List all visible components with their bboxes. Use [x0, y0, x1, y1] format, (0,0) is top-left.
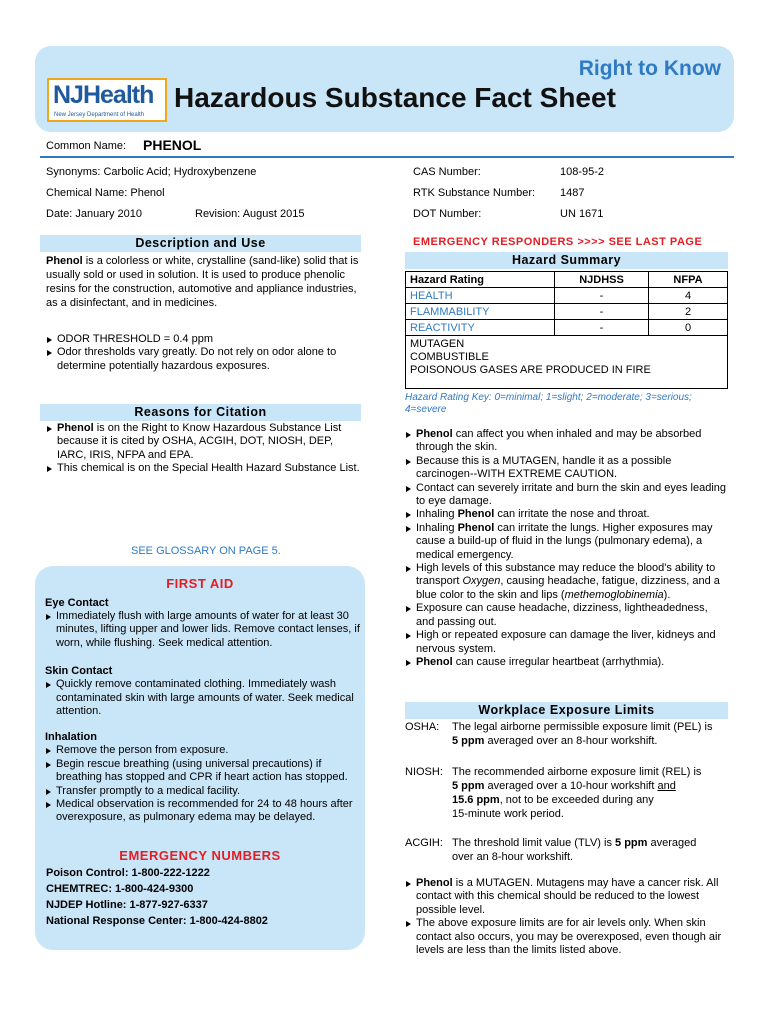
- nfpa-value: 0: [649, 320, 728, 336]
- njdhss-value: -: [555, 288, 649, 304]
- effect-item: [405, 656, 728, 669]
- hazard-summary-heading: Hazard Summary: [405, 252, 728, 269]
- niosh-and: and: [657, 780, 676, 792]
- hazard-rating-key: Hazard Rating Key: 0=minimal; 1=slight; 2=moderate; 3=serious; 4=severe: [405, 392, 692, 415]
- effect-item: [405, 428, 728, 455]
- citation-item: [46, 422, 364, 462]
- dot-label: DOT Number:: [413, 208, 482, 220]
- effect-text: Inhaling: [416, 521, 458, 534]
- limits-text: is a MUTAGEN. Mutagens may have a cancer risk. All contact with this chemical should be reduced to the lowest possible level.: [416, 877, 719, 916]
- health-effects-list: [405, 428, 728, 669]
- hazard-name: HEALTH: [406, 288, 555, 304]
- acgih-value: 5 ppm: [615, 837, 648, 849]
- synonyms: Synonyms: Carbolic Acid; Hydroxybenzene: [46, 166, 257, 178]
- dot-value: UN 1671: [560, 208, 604, 220]
- table-header-cell: NJDHSS: [555, 272, 649, 288]
- table-row: [406, 320, 728, 336]
- poison-control-number: Poison Control: 1-800-222-1222: [46, 867, 210, 879]
- effect-item: Because this is a MUTAGEN, handle it as a possible carcinogen--WITH EXTREME CAUTION.: [405, 455, 728, 482]
- acgih-line: over an 8-hour workshift.: [452, 851, 574, 863]
- exposure-limits-heading: Workplace Exposure Limits: [405, 702, 728, 719]
- page-title: Hazardous Substance Fact Sheet: [174, 82, 616, 113]
- limits-item: The above exposure limits are for air levels only. When skin contact also occurs, you may be overexposed, even though air levels are less than the limits listed above.: [405, 917, 728, 957]
- emergency-numbers-list: [46, 865, 268, 929]
- effect-item: High or repeated exposure can damage the liver, kidneys and nervous system.: [405, 629, 728, 656]
- inhalation-item: Medical observation is recommended for 24 to 48 hours after overexposure, as pulmonary edema may be delayed.: [45, 798, 363, 825]
- emergency-numbers-heading: [35, 848, 365, 863]
- effect-item: Contact can severely irritate and burn the skin and eyes leading to eye damage.: [405, 482, 728, 509]
- njdhss-value: -: [555, 304, 649, 320]
- glossary-link[interactable]: SEE GLOSSARY ON PAGE 5.: [131, 545, 281, 557]
- effect-text: can affect you when inhaled and may be absorbed through the skin.: [416, 428, 702, 454]
- niosh-line: The recommended airborne exposure limit (REL) is: [452, 766, 702, 778]
- first-aid-content: [45, 596, 363, 825]
- revision: Revision: August 2015: [195, 208, 305, 220]
- niosh-line: 15-minute work period.: [452, 808, 564, 820]
- description-body: is a colorless or white, crystalline (sand-like) solid that is usually sold or used in solution. It is used to produce phenolic resins for the construction, automotive and appliance industries, as a disinfectant, and in medicines.: [46, 255, 359, 309]
- osha-line: The legal airborne permissible exposure limit (PEL) is: [452, 721, 713, 733]
- acgih-text: [452, 836, 732, 864]
- rtk-label: RTK Substance Number:: [413, 187, 536, 199]
- niosh-text: [452, 765, 732, 821]
- phenol-bold: Phenol: [416, 428, 453, 440]
- phenol-bold: Phenol: [416, 655, 453, 668]
- table-header-row: [406, 272, 728, 288]
- effect-item: [405, 522, 728, 562]
- niosh-value: 5 ppm: [452, 780, 485, 792]
- table-header-cell: NFPA: [649, 272, 728, 288]
- effect-text: can cause irregular heartbeat (arrhythmia).: [452, 655, 665, 668]
- njdhss-value: -: [555, 320, 649, 336]
- citation-bullets: [46, 422, 364, 476]
- effect-text: , causing headache, fatigue, dizziness, and a blue color to the skin and lips (: [416, 575, 720, 601]
- logo-text: NJHealth: [53, 81, 154, 109]
- niosh-line-text: , not to be exceeded during any: [499, 794, 654, 806]
- hazard-note: COMBUSTIBLE: [410, 351, 489, 363]
- cas-value: 108-95-2: [560, 166, 605, 178]
- effect-italic: methemoglobinemia: [564, 588, 664, 601]
- hazard-rating-table: [405, 271, 728, 389]
- effect-item: Exposure can cause headache, dizziness, lightheadedness, and passing out.: [405, 602, 728, 629]
- inhalation-item: Transfer promptly to a medical facility.: [45, 785, 363, 798]
- chemtrec-number: CHEMTREC: 1-800-424-9300: [46, 883, 194, 895]
- table-row: [406, 304, 728, 320]
- right-to-know-label: Right to Know: [578, 57, 721, 80]
- hazard-name: FLAMMABILITY: [406, 304, 555, 320]
- niosh-line: [452, 793, 732, 807]
- rtk-value: 1487: [560, 187, 585, 199]
- description-heading: Description and Use: [40, 235, 361, 252]
- first-aid-heading: [35, 576, 365, 591]
- cas-label: CAS Number:: [413, 166, 481, 178]
- acgih-label: ACGIH:: [405, 837, 443, 849]
- acgih-line-text: averaged: [647, 837, 697, 849]
- phenol-bold: Phenol: [57, 422, 94, 434]
- hazard-notes: [406, 336, 728, 389]
- table-header-cell: Hazard Rating: [406, 272, 555, 288]
- effect-text: High levels of this substance may reduce the blood's ability to transport: [416, 562, 716, 588]
- table-row: [406, 288, 728, 304]
- effect-italic: Oxygen: [462, 575, 501, 588]
- logo-subtext: New Jersey Department of Health: [54, 112, 145, 118]
- osha-line: [452, 734, 732, 748]
- niosh-line: [452, 779, 732, 793]
- phenol-bold: Phenol: [46, 255, 83, 267]
- national-response-number: National Response Center: 1-800-424-8802: [46, 915, 268, 927]
- niosh-value: 15.6 ppm: [452, 794, 500, 806]
- table-notes-row: [406, 336, 728, 389]
- description-bullets: [46, 333, 364, 373]
- nj-health-logo: [47, 78, 167, 122]
- phenol-bold: Phenol: [457, 521, 495, 534]
- hazard-note: MUTAGEN: [410, 338, 465, 350]
- header-rule: [40, 156, 734, 158]
- njdep-hotline-number: NJDEP Hotline: 1-877-927-6337: [46, 899, 208, 911]
- chemical-name: Chemical Name: Phenol: [46, 187, 165, 199]
- citation-text: is on the Right to Know Hazardous Substance List because it is cited by OSHA, ACGIH, DOT, NIOSH, DEP, IARC, IRIS, NFPA and EPA.: [57, 422, 342, 461]
- inhalation-item: Begin rescue breathing (using universal precautions) if breathing has stopped and CPR if heart action has stopped.: [45, 758, 363, 785]
- osha-label: OSHA:: [405, 721, 440, 733]
- osha-text: [452, 720, 732, 748]
- acgih-line: [452, 836, 732, 850]
- nfpa-value: 4: [649, 288, 728, 304]
- effect-text: can irritate the lungs. Higher exposures may cause a build-up of fluid in the lungs (pulmonary edema), a medical emergency.: [416, 521, 713, 561]
- acgih-line-text: The threshold limit value (TLV) is: [452, 837, 616, 849]
- date: Date: January 2010: [46, 208, 143, 220]
- eye-contact-heading: Eye Contact: [45, 597, 109, 609]
- skin-contact-heading: Skin Contact: [45, 665, 113, 678]
- citation-item: This chemical is on the Special Health Hazard Substance List.: [46, 462, 364, 475]
- common-name-value: PHENOL: [143, 137, 202, 153]
- common-name-label: Common Name:: [46, 140, 127, 152]
- osha-line-text: averaged over an 8-hour workshift.: [484, 735, 658, 747]
- emergency-numbers-title: EMERGENCY NUMBERS: [119, 848, 281, 863]
- niosh-label: NIOSH:: [405, 766, 443, 778]
- nfpa-value: 2: [649, 304, 728, 320]
- effect-text: can irritate the nose and throat.: [494, 508, 650, 521]
- emergency-responders-note: EMERGENCY RESPONDERS >>>> SEE LAST PAGE: [413, 236, 703, 248]
- osha-value: 5 ppm: [452, 735, 485, 747]
- skin-contact-item: Quickly remove contaminated clothing. Immediately wash contaminated skin with large amounts of water. Seek medical attention.: [45, 678, 363, 718]
- first-aid-title: FIRST AID: [166, 576, 234, 591]
- description-text: [46, 254, 364, 310]
- odor-note: Odor thresholds vary greatly. Do not rely on odor alone to determine potentially hazardous exposures.: [46, 346, 364, 373]
- hazard-name: REACTIVITY: [406, 320, 555, 336]
- limits-bullets: [405, 877, 728, 957]
- eye-contact-item: Immediately flush with large amounts of water for at least 30 minutes, lifting upper and lower lids. Remove contact lenses, if worn, while flushing. Seek medical attention.: [45, 610, 363, 650]
- odor-threshold: ODOR THRESHOLD = 0.4 ppm: [46, 333, 364, 346]
- effect-text: ).: [663, 588, 671, 601]
- limits-item: [405, 877, 728, 917]
- citation-heading: Reasons for Citation: [40, 404, 361, 421]
- hazard-note: POISONOUS GASES ARE PRODUCED IN FIRE: [410, 364, 651, 376]
- phenol-bold: Phenol: [457, 508, 495, 521]
- inhalation-heading: Inhalation: [45, 731, 97, 744]
- niosh-line-text: averaged over a 10-hour workshift: [484, 780, 658, 792]
- effect-item: [405, 508, 728, 521]
- inhalation-item: Remove the person from exposure.: [45, 744, 363, 757]
- phenol-bold: Phenol: [416, 877, 453, 889]
- effect-item: [405, 562, 728, 602]
- effect-text: Inhaling: [416, 508, 458, 521]
